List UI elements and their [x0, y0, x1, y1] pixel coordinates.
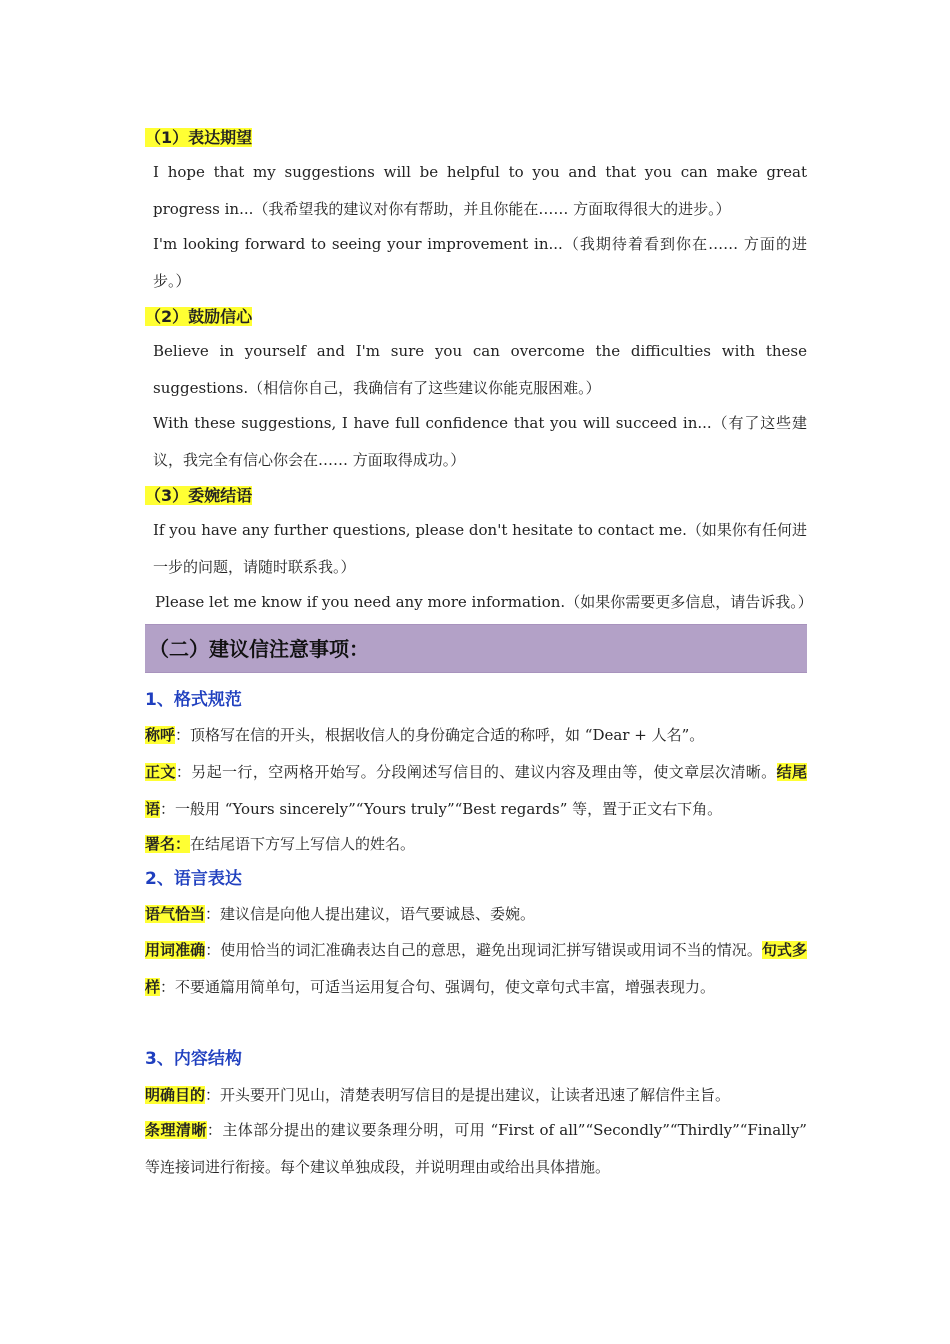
- heading-format: 1、格式规范: [145, 690, 242, 710]
- section-banner: （二）建议信注意事项：: [145, 624, 807, 673]
- rule-salutation: 称呼：顶格写在信的开头，根据收信人的身份确定合适的称呼，如 “Dear + 人名”。: [145, 726, 705, 744]
- heading-polite-closing: （3）委婉结语: [145, 486, 253, 505]
- label-closing: 结尾语: [145, 763, 807, 818]
- label-tone: 语气恰当: [145, 905, 206, 923]
- rule-signature: 署名：在结尾语下方写上写信人的姓名。: [145, 835, 416, 853]
- rule-word-choice: 用词准确：使用恰当的词汇准确表达自己的意思，避免出现词汇拼写错误或用词不当的情况。句式多样：不要通篇用简单句，可适当运用复合句、强调句，使文章句式丰富，增强表现力。: [145, 941, 807, 996]
- label-body: 正文: [145, 763, 176, 781]
- label-signature: 署名：: [145, 835, 191, 853]
- paragraph-believe: Believe in yourself and I'm sure you can overcome the difficulties with these suggestions.（相信你自己，我确信有了这些建议你能克服困难。）: [153, 342, 807, 397]
- label-sentence-variety: 句式多样: [145, 941, 807, 996]
- paragraph-confidence: With these suggestions, I have full confidence that you will succeed in...（有了这些建议，我完全有信心你会在…… 方面取得成功。）: [153, 414, 807, 469]
- rule-body: 正文：另起一行，空两格开始写。分段阐述写信目的、建议内容及理由等，使文章层次清晰。结尾语：一般用 “Yours sincerely”“Yours truly”“Best regards” 等，置于正文右下角。: [145, 763, 807, 818]
- paragraph-looking-forward: I'm looking forward to seeing your improvement in...（我期待着看到你在…… 方面的进步。）: [153, 235, 807, 290]
- label-purpose: 明确目的: [145, 1086, 206, 1104]
- label-clear-structure: 条理清晰: [145, 1121, 207, 1139]
- rule-purpose: 明确目的：开头要开门见山，清楚表明写信目的是提出建议，让读者迅速了解信件主旨。: [145, 1086, 731, 1104]
- paragraph-hope: I hope that my suggestions will be helpful to you and that you can make great progress in...（我希望我的建议对你有帮助，并且你能在…… 方面取得很大的进步。）: [153, 163, 807, 218]
- heading-language: 2、语言表达: [145, 869, 242, 889]
- label-salutation: 称呼: [145, 726, 176, 744]
- rule-tone: 语气恰当：建议信是向他人提出建议，语气要诚恳、委婉。: [145, 905, 536, 923]
- rule-clear-structure: 条理清晰：主体部分提出的建议要条理分明，可用 “First of all”“Secondly”“Thirdly”“Finally” 等连接词进行衔接。每个建议单独成段，并说明理由或给出具体措施。: [145, 1121, 807, 1176]
- heading-encourage-confidence: （2）鼓励信心: [145, 307, 253, 326]
- label-word-choice: 用词准确: [145, 941, 206, 959]
- heading-structure: 3、内容结构: [145, 1049, 242, 1069]
- heading-express-expectation: （1）表达期望: [145, 128, 253, 147]
- paragraph-more-info: Please let me know if you need any more information.（如果你需要更多信息，请告诉我。）: [155, 593, 813, 611]
- paragraph-questions: If you have any further questions, please don't hesitate to contact me.（如果你有任何进一步的问题，请随时联系我。）: [153, 521, 807, 576]
